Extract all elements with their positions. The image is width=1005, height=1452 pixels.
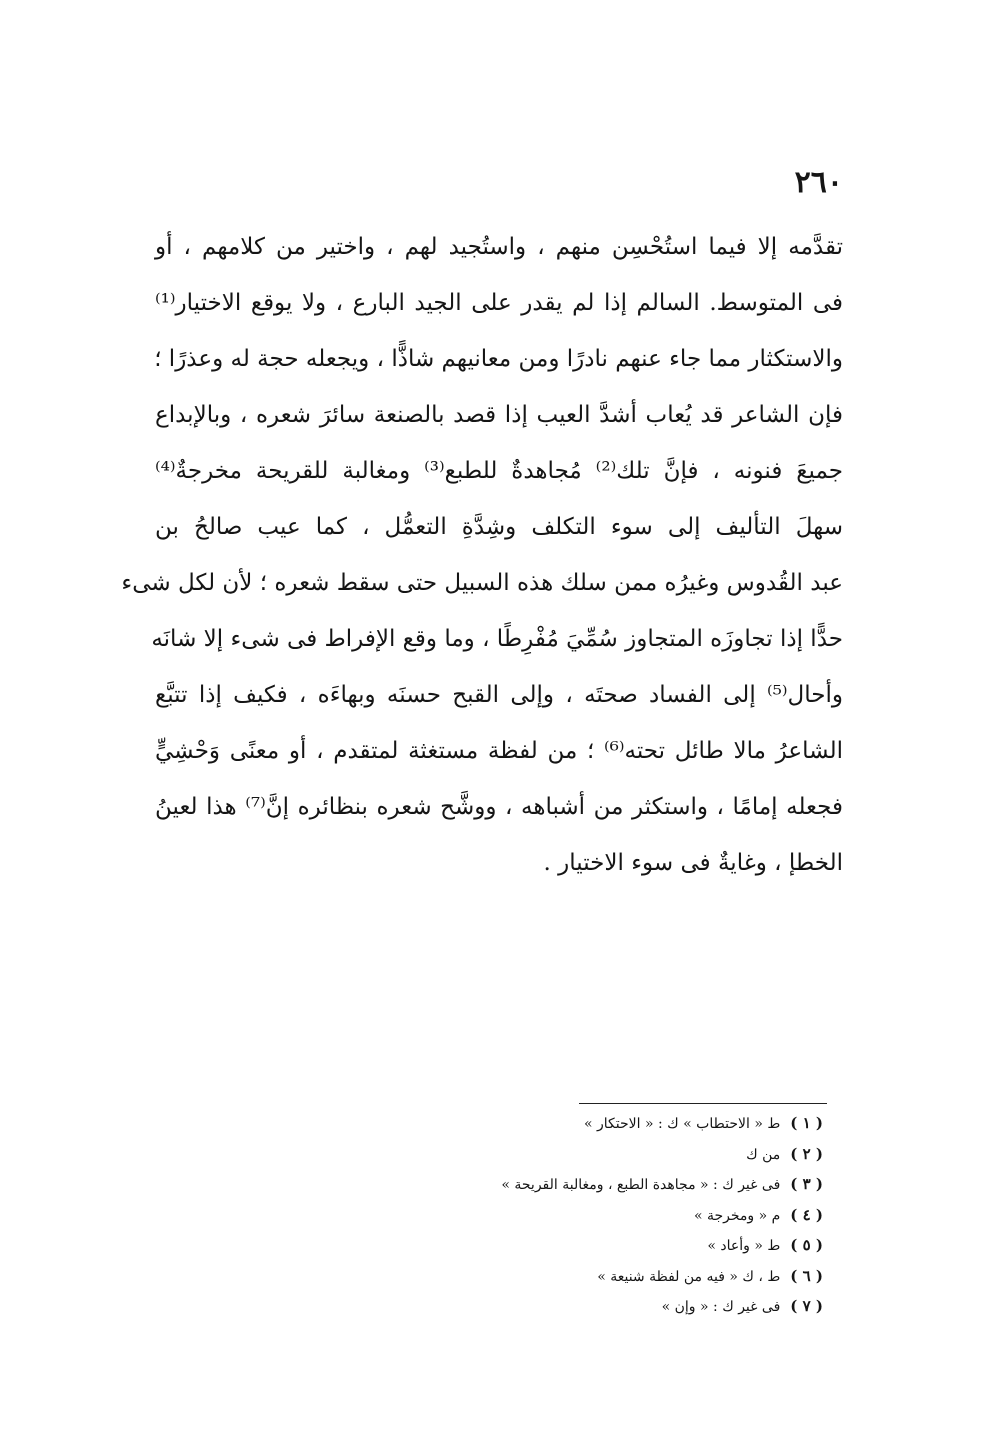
footnote-number: ( ٣ ) (790, 1175, 823, 1193)
text-line: فى المتوسط. السالم إذا لم يقدر على الجيد البارع ، ولا يوقع الاختيار⁽¹⁾ (155, 290, 843, 316)
footnote-text: ط « الاحتطاب » ك : « الاحتكار » (584, 1116, 781, 1132)
footnote-item (403, 1291, 823, 1322)
footnote-text: من ك (746, 1146, 781, 1163)
text-line: تقدَّمه إلا فيما استُحْسِن منهم ، واستُجيد لهم ، واختير من كلامهم ، أو (155, 234, 843, 260)
footnote-item (403, 1108, 823, 1139)
footnote-divider (579, 1103, 827, 1104)
text-line: سهلَ التأليف إلى سوء التكلف وشِدَّةِ التعمُّل ، كما عيب صالحُ بن (155, 514, 843, 540)
footnote-item (403, 1261, 823, 1292)
footnote-number: ( ٦ ) (790, 1266, 823, 1285)
text-line: فجعله إمامًا ، واستكثر من أشباهه ، ووشَّح شعره بنظائره إنَّ⁽⁷⁾ هذا لعينُ (155, 794, 843, 820)
footnote-text: ط « وأعاد » (707, 1238, 781, 1254)
footnote-number: ( ٥ ) (790, 1236, 823, 1254)
footnote-text: ط ، ك « فيه من لفظة شنيعة » (597, 1268, 781, 1285)
footnote-number: ( ٢ ) (790, 1144, 823, 1163)
footnote-item (403, 1200, 823, 1231)
text-line: جميعَ فنونه ، فإنَّ تلك⁽²⁾ مُجاهدةٌ للطبع⁽³⁾ ومغالبة للقريحة مخرجةٌ⁽⁴⁾ (155, 458, 843, 484)
footnote-text: فى غير ك : « مجاهدة الطبع ، ومغالبة القريحة » (501, 1177, 781, 1193)
text-line: الخطإ ، وغايةٌ فى سوء الاختيار . (543, 850, 843, 876)
text-line: والاستكثار مما جاء عنهم نادرًا ومن معانيهم شاذًّا ، ويجعله حجة له وعذرًا ؛ (154, 346, 843, 372)
text-line: وأحال⁽⁵⁾ إلى الفساد صحتَه ، وإلى القبح حسنَه وبهاءَه ، فكيف إذا تتبَّع (155, 682, 843, 708)
text-line: فإن الشاعر قد يُعاب أشدَّ العيب إذا قصد بالصنعة سائرَ شعره ، وبالإبداع (155, 402, 843, 428)
text-line: الشاعرُ مالا طائل تحته⁽⁶⁾ ؛ من لفظة مستغثة لمتقدم ، أو معنًى وَحْشِيٍّ (155, 738, 843, 764)
footnote-item (403, 1139, 823, 1170)
text-line: حدًّا إذا تجاوزَه المتجاوز سُمِّيَ مُفْرِطًا ، وما وقع الإفراط فى شىء إلا شانَه (151, 626, 843, 652)
footnote-text: فى غير ك : « وإن » (661, 1299, 781, 1315)
footnote-number: ( ٧ ) (790, 1297, 823, 1315)
main-text (121, 219, 843, 891)
page-number: ٢٦٠ (794, 165, 843, 200)
footnotes (403, 1108, 823, 1322)
footnote-item (403, 1230, 823, 1261)
footnote-item (403, 1169, 823, 1200)
footnote-number: ( ١ ) (790, 1114, 823, 1132)
footnote-text: م « ومخرجة » (693, 1207, 781, 1224)
footnote-number: ( ٤ ) (790, 1205, 823, 1224)
text-line: عبد القُدوس وغيرُه ممن سلك هذه السبيل حتى سقط شعره ؛ لأن لكل شىء (121, 570, 843, 596)
